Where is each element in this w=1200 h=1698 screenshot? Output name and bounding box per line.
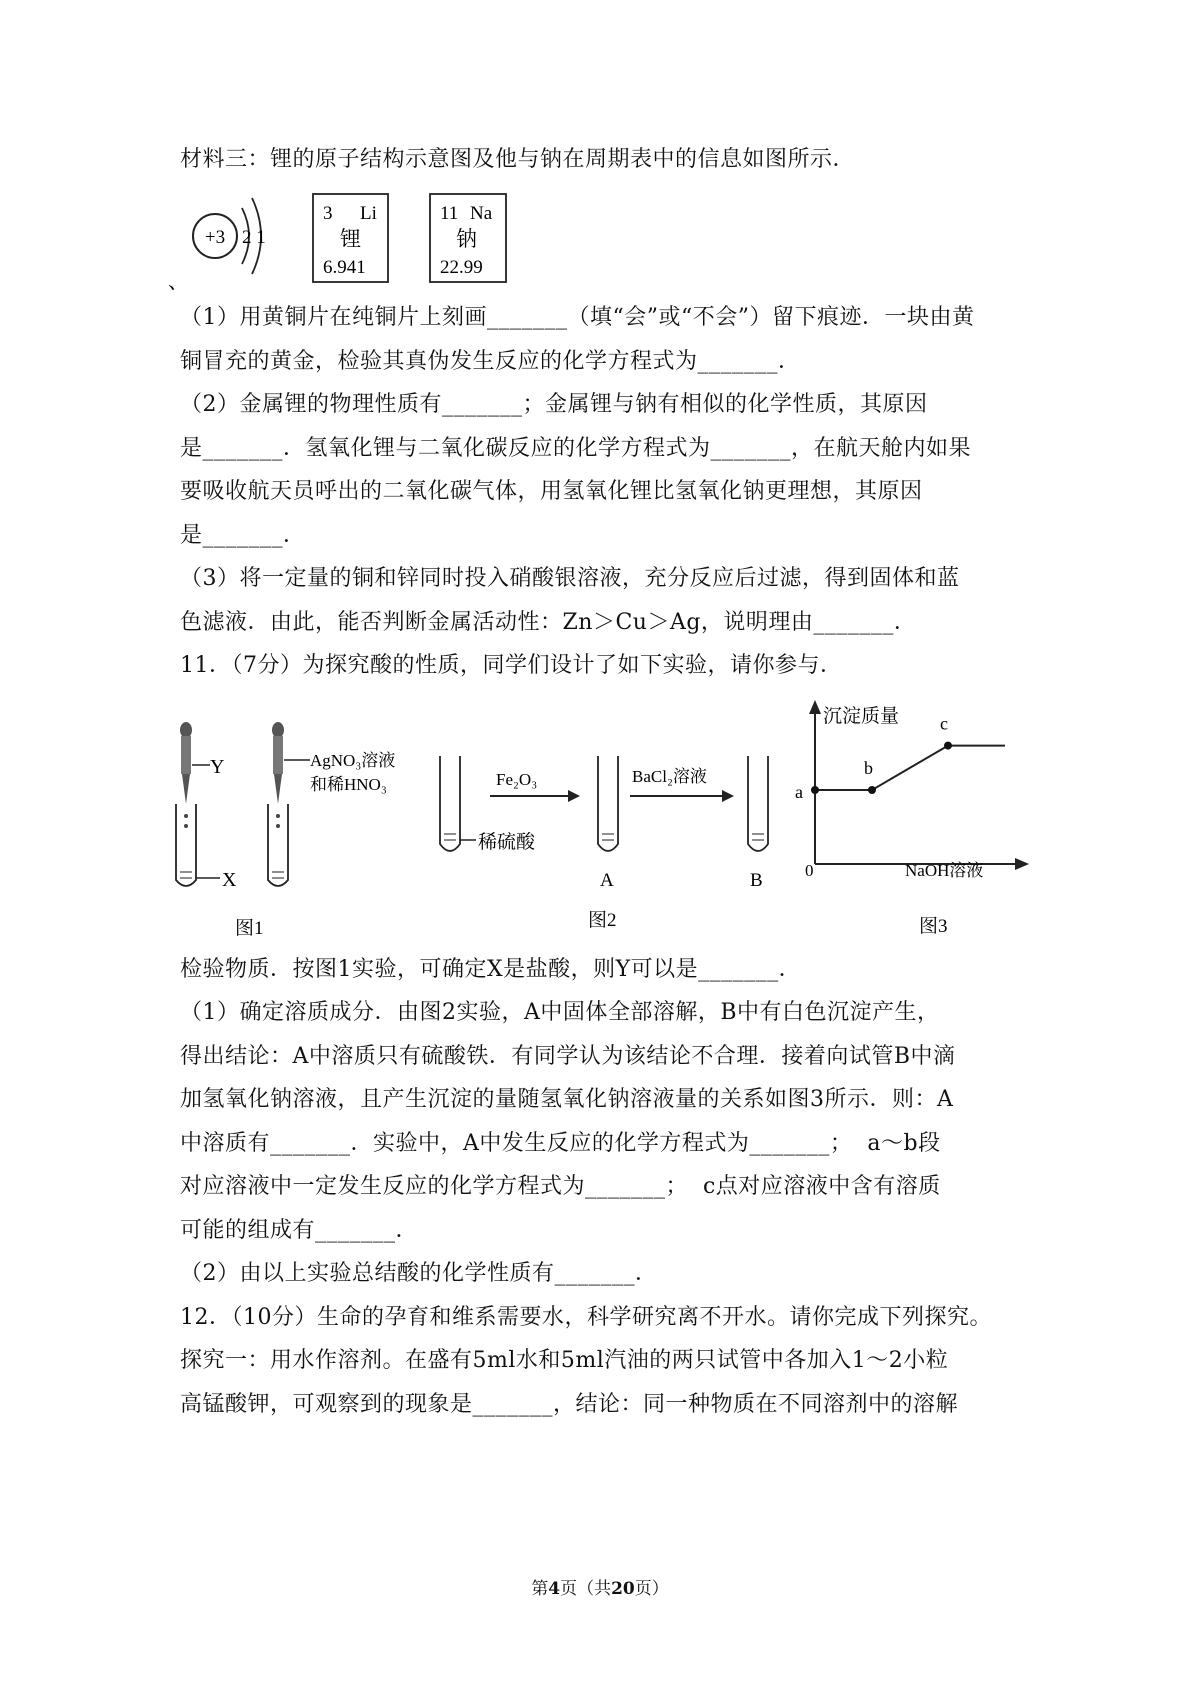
point-c-label: c (940, 713, 948, 734)
q11-line-7: 可能的组成有_______． (180, 1218, 419, 1243)
q12-line-1: 12．（10分）生命的孕育和维系需要水，科学研究离不开水。请你完成下列探究。 (180, 1305, 992, 1330)
tube-b-label: B (750, 870, 763, 891)
li-symbol: Li (360, 203, 377, 224)
figure-3-caption: 图3 (919, 916, 948, 937)
q12-line-2: 探究一：用水作溶剂。在盛有5ml水和5ml汽油的两只试管中各加入1～2小粒 (180, 1348, 949, 1373)
label-y: Y (210, 756, 225, 778)
q11-line-4: 加氢氧化钠溶液，且产生沉淀的量随氢氧化钠溶液量的关系如图3所示．则：A (180, 1087, 954, 1112)
figure-3-chart (785, 696, 1105, 942)
point-a (811, 786, 819, 794)
shell-electrons: 2 1 (242, 227, 266, 248)
arrow-2-label: BaCl₂溶液 (632, 767, 707, 786)
q12-line-3: 高锰酸钾，可观察到的现象是_______，结论：同一种物质在不同溶剂中的溶解 (180, 1392, 959, 1417)
q11-line-3: 得出结论：A中溶质只有硫酸铁．有同学认为该结论不合理．接着向试管B中滴 (180, 1044, 956, 1069)
na-number: 11 (440, 203, 459, 224)
na-name: 钠 (456, 227, 477, 251)
q2-line-1: （2）金属锂的物理性质有_______；金属锂与钠有相似的化学性质，其原因 (180, 392, 928, 417)
arrow-1-label: Fe₂O₃ (496, 770, 538, 789)
q3-line-2: 色滤液．由此，能否判断金属活动性：Zn＞Cu＞Ag，说明理由_______． (180, 610, 917, 635)
q11-line-1: 检验物质．按图1实验，可确定X是盐酸，则Y可以是_______． (180, 957, 802, 982)
li-name: 锂 (340, 227, 361, 251)
q2-line-2: 是_______．氢氧化锂与二氧化碳反应的化学方程式为_______，在航天舱内如果 (180, 436, 972, 461)
label-x: X (222, 869, 237, 891)
figure-1-caption: 图1 (235, 918, 264, 939)
footer-suffix: 页） (634, 1579, 669, 1599)
material3-intro: 材料三：锂的原子结构示意图及他与钠在周期表中的信息如图所示． (180, 147, 856, 172)
dropper-reagent (272, 722, 284, 804)
q11-line-6: 对应溶液中一定发生反应的化学方程式为_______； c点对应溶液中含有溶质 (180, 1174, 941, 1199)
footer-total-pages: 20 (611, 1579, 635, 1599)
li-mass: 6.941 (323, 257, 366, 278)
origin-label: 0 (805, 861, 814, 880)
test-tube-2 (268, 804, 288, 886)
reagent-line-2: 和稀HNO₃ (310, 775, 387, 794)
reagent-line-1: AgNO₃溶液 (310, 751, 396, 770)
footer-page-number: 4 (548, 1579, 561, 1599)
dropper-y (180, 722, 192, 804)
point-a-label: a (795, 782, 803, 802)
q11-line-5: 中溶质有_______．实验中，A中发生反应的化学方程式为_______； a～b段 (180, 1131, 941, 1156)
y-axis-title: 沉淀质量 (823, 706, 900, 727)
na-symbol: Na (470, 203, 493, 224)
q11-title: 11．（7分）为探究酸的性质，同学们设计了如下实验，请你参与． (180, 653, 843, 678)
figure-2 (430, 740, 780, 940)
na-mass: 22.99 (440, 257, 483, 278)
nucleus-charge: +3 (204, 227, 226, 248)
footer-prefix: 第 (531, 1579, 549, 1599)
point-c (944, 742, 952, 750)
lithium-figure (168, 188, 540, 293)
tube-a-label: A (600, 870, 614, 891)
test-tube-b (748, 756, 768, 851)
q11-line-8: （2）由以上实验总结酸的化学性质有_______． (180, 1261, 658, 1286)
figure-1 (170, 712, 420, 942)
figure-2-caption: 图2 (588, 910, 617, 931)
point-b (868, 786, 876, 794)
acid-label: 稀硫酸 (478, 832, 536, 853)
page-footer (0, 1574, 1200, 1599)
li-number: 3 (323, 203, 333, 224)
stray-mark: 、 (168, 271, 188, 293)
test-tube-a (598, 756, 618, 851)
q2-line-3: 要吸收航天员呼出的二氧化碳气体，用氢氧化锂比氢氧化钠更理想，其原因 (180, 479, 923, 504)
x-axis-title: NaOH溶液 (905, 861, 984, 880)
q3-line-1: （3）将一定量的铜和锌同时投入硝酸银溶液，充分反应后过滤，得到固体和蓝 (180, 566, 960, 591)
q1-line-1: （1）用黄铜片在纯铜片上刻画_______（填“会”或“不会”）留下痕迹．一块由黄 (180, 305, 975, 330)
q11-line-2: （1）确定溶质成分．由图2实验，A中固体全部溶解，B中有白色沉淀产生， (180, 1000, 940, 1025)
point-b-label: b (864, 758, 873, 778)
test-tube-x (176, 804, 196, 886)
q2-line-4: 是_______． (180, 523, 306, 548)
footer-middle: 页（共 (560, 1579, 612, 1599)
data-line (815, 746, 1005, 790)
test-tube-acid (440, 756, 460, 851)
q1-line-2: 铜冒充的黄金，检验其真伪发生反应的化学方程式为_______． (180, 349, 801, 374)
